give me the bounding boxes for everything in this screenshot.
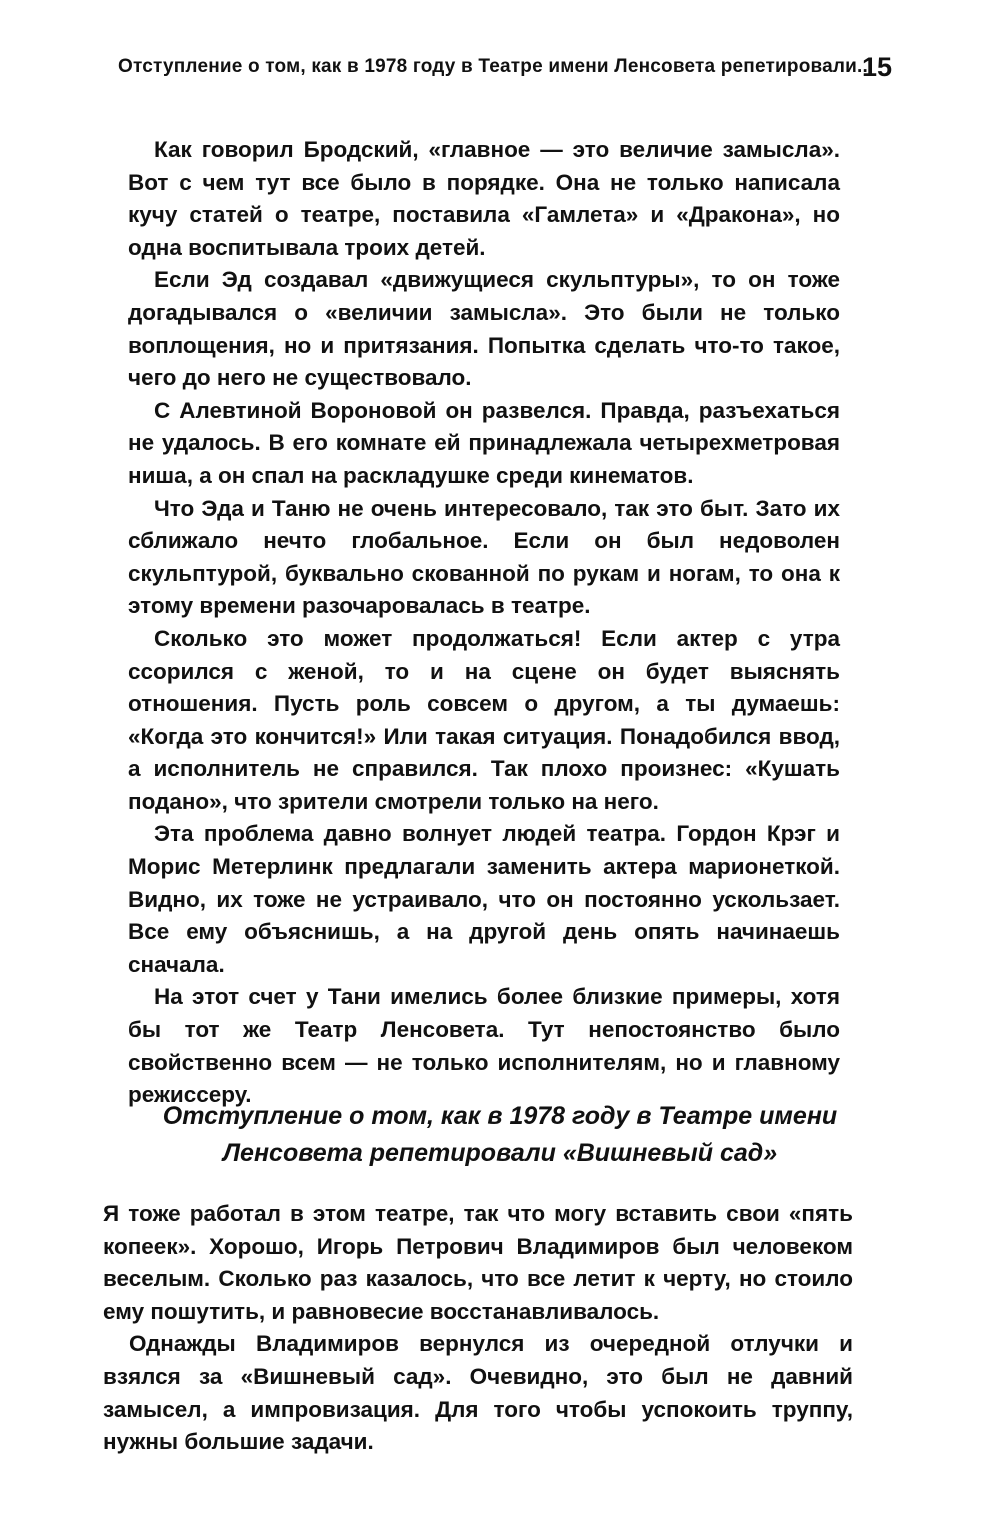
paragraph: Сколько это может продолжаться! Если актер с утра ссорился с женой, то и на сцене он будет выяснять отношения. Пусть роль совсем о другом, а ты думаешь: «Когда это кончится!» Или такая ситуация. Понадобился ввод, а исполнитель не справился. Так плохо произнес: «Кушать подано», что зрители смотрели только на него. <box>128 625 840 814</box>
page-number: 15 <box>862 52 893 82</box>
paragraph: С Алевтиной Вороновой он развелся. Правда, разъехаться не удалось. В его комнате ей принадлежала четырехметровая ниша, а он спал на раскладушке среди кинематов. <box>128 397 840 488</box>
paragraph: Что Эда и Таню не очень интересовало, так это быт. Зато их сближало нечто глобальное. Если он был недоволен скульптурой, буквально скованной по рукам и ногам, то она к этому времени разочаровалась в театре. <box>128 495 840 619</box>
paragraph: Если Эд создавал «движущиеся скульптуры», то он тоже догадывался о «величии замысла». Это были не только воплощения, но и притязания. Попытка сделать что-то такое, чего до него не существовало. <box>128 267 840 391</box>
paragraph: На этот счет у Тани имелись более близкие примеры, хотя бы тот же Театр Ленсовета. Тут непостоянство было свойственно всем — не только исполнителям, но и главному режиссеру. <box>128 984 840 1108</box>
section-heading-line-2: Ленсовета репетировали «Вишневый сад» <box>222 1139 778 1167</box>
paragraph: Однажды Владимиров вернулся из очередной отлучки и взялся за «Вишневый сад». Очевидно, это был не давний замысел, а импровизация. Для того чтобы успокоить труппу, нужны большие задачи. <box>103 1331 853 1455</box>
section-1-text <box>128 134 840 1112</box>
section-heading <box>100 1098 900 1172</box>
section-2-text <box>103 1198 853 1459</box>
section-heading-line-1: Отступление о том, как в 1978 году в Театре имени <box>162 1102 838 1130</box>
paragraph: Эта проблема давно волнует людей театра. Гордон Крэг и Морис Метерлинк предлагали заменить актера марионеткой. Видно, их тоже не устраивало, что он постоянно ускользает. Все ему объяснишь, а на другой день опять начинаешь сначала. <box>128 821 840 977</box>
paragraph: Как говорил Бродский, «главное — это величие замысла». Вот с чем тут все было в порядке. Она не только написала кучу статей о театре, поставила «Гамлета» и «Дракона», но одна воспитывала троих детей. <box>128 137 840 260</box>
paragraph: Я тоже работал в этом театре, так что могу вставить свои «пять копеек». Хорошо, Игорь Петрович Владимиров был человеком веселым. Сколько раз казалось, что все летит к черту, но стоило ему пошутить, и равновесие восстанавливалось. <box>103 1201 853 1324</box>
running-head: Отступление о том, как в 1978 году в Театре имени Ленсовета репетировали... <box>118 56 874 77</box>
